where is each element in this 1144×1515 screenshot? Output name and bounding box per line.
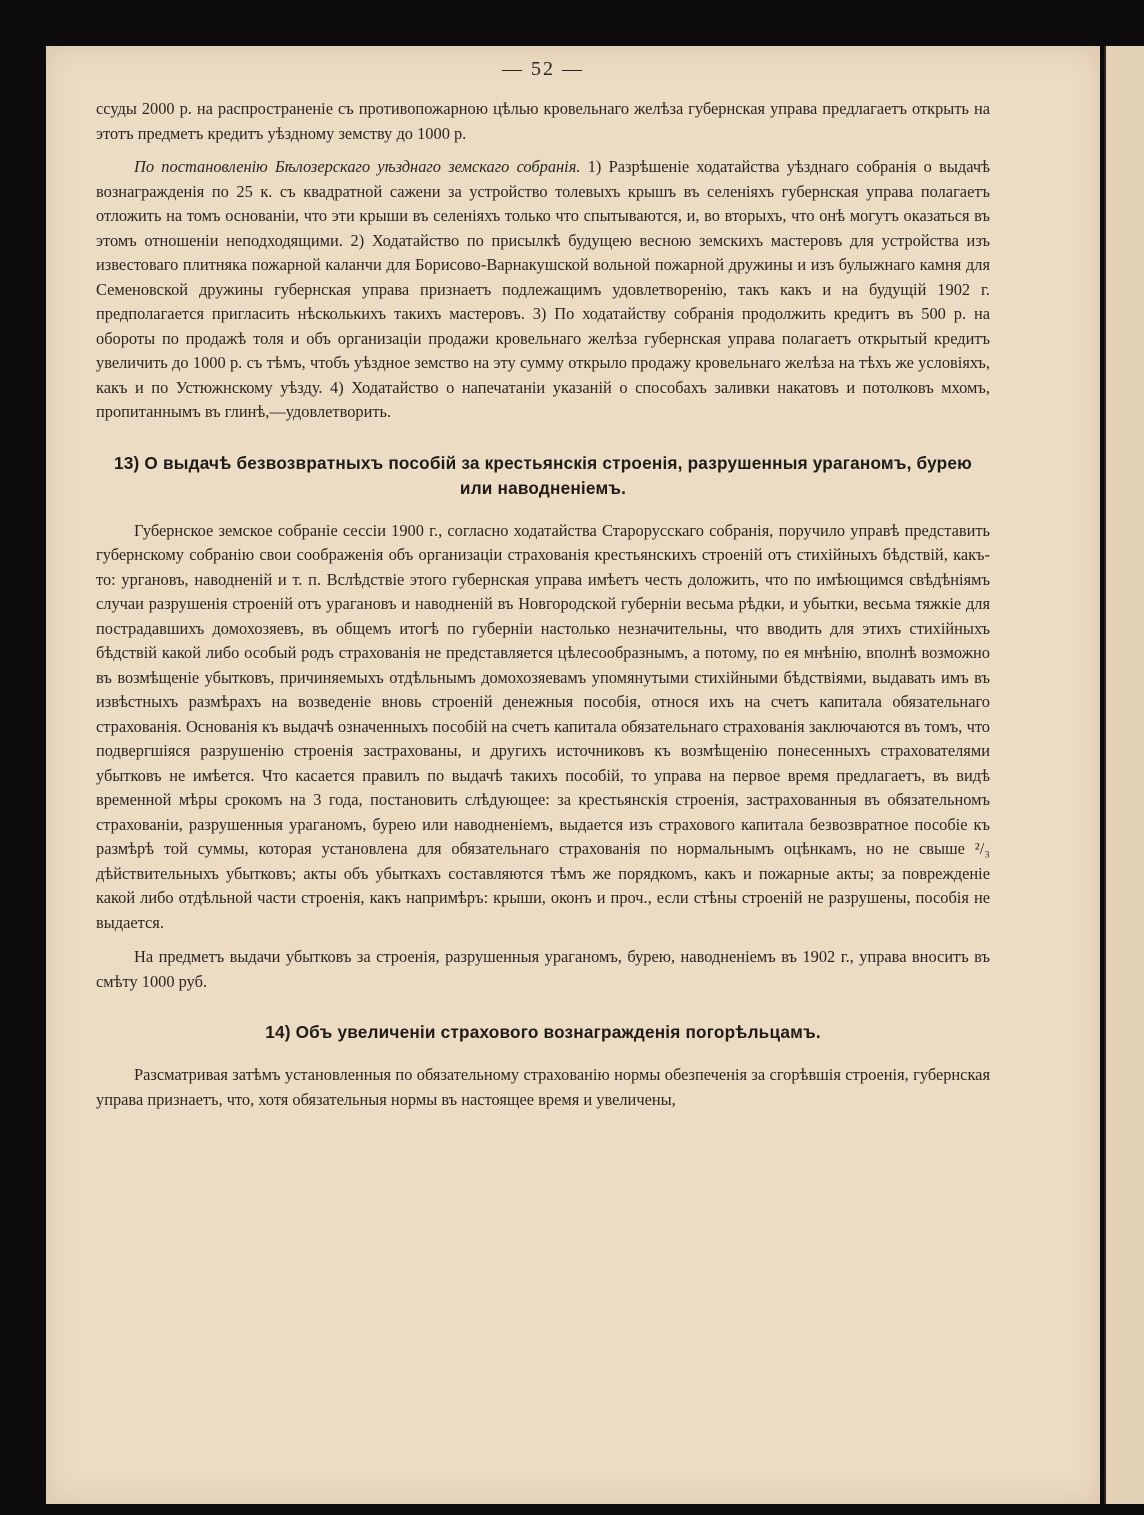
page-content: [96, 58, 990, 1112]
section-heading-14: 14) Объ увеличеніи страхового вознагражденія погорѣльцамъ.: [265, 1022, 821, 1042]
section-heading-13: [96, 451, 990, 501]
adjacent-page-edge: [1104, 46, 1144, 1504]
belozersk-text: 1) Разрѣшеніе ходатайства уѣзднаго собранія о выдачѣ вознагражденія по 25 к. съ квадратной сажени за устройство толевыхъ крышъ въ селеніяхъ губернская управа полагаетъ отложить на томъ основаніи, что эти крыши въ селеніяхъ только что спытываются, и, во вторыхъ, что онѣ могутъ оказаться въ этомъ отношеніи неподходящими. 2) Ходатайство по присылкѣ будущею весною земскихъ мастеровъ для устройства изъ известоваго плитняка пожарной каланчи для Борисово-Варнакушской вольной пожарной дружины и изъ булыжнаго камня для Семеновской дружины губернская управа признаетъ подлежащимъ удовлетворенію, такъ какъ и на будущій 1902 г. предполагается пригласить нѣсколькихъ такихъ мастеровъ. 3) По ходатайству собранія продолжить кредитъ въ 500 р. на обороты по продажѣ толя и объ организаціи продажи кровельнаго желѣза губернская управа полагаетъ открытый кредитъ увеличить до 1000 р. съ тѣмъ, чтобъ уѣздное земство на эту сумму открыло продажу кровельнаго желѣза на тѣхъ же условіяхъ, какъ и по Устюжнскому уѣзду. 4) Ходатайство о напечатаніи указаній о способахъ заливки накатовъ и потолковъ мхомъ, пропитаннымъ въ глинѣ,—удовлетворить.: [96, 157, 990, 421]
heading-13-line2: или наводненіемъ.: [459, 477, 627, 498]
paragraph-intro: ссуды 2000 р. на распространеніе съ противопожарною цѣлью кровельнаго желѣза губернская управа предлагаетъ открыть на этотъ предметъ кредитъ уѣздному земству до 1000 р.: [96, 99, 990, 143]
paragraph-14: Разсматривая затѣмъ установленныя по обязательному страхованію нормы обезпеченія за сгорѣвшія строенія, губернская управа признаетъ, что, хотя обязательныя нормы въ настоящее время и увеличены,: [96, 1065, 990, 1109]
belozersk-lead: По постановленію Бѣлозерскаго уѣзднаго земскаго собранія.: [134, 157, 581, 176]
paragraph-belozersk: [96, 155, 990, 425]
paragraph-13-main: Губернское земское собраніе сессіи 1900 г., согласно ходатайства Старорусскаго собранія, поручило управѣ представить губернскому собранію свои соображенія объ организаціи страхованія крестьянскихъ строеній отъ стихійныхъ бѣдствій, какъ-то: ургановъ, наводненій и т. п. Вслѣдствіе этого губернская управа имѣетъ честь доложить, что по имѣющимся свѣдѣніямъ случаи разрушенія строеній отъ урагановъ и наводненій въ Новгородской губерніи весьма рѣдки, и убытки, весьма тяжкіе для пострадавшихъ домохозяевъ, въ общемъ итогѣ по губерніи настолько незначительны, что вводить для этихъ стихійныхъ бѣдствій какой либо особый родъ страхованія не представляется цѣлесообразнымъ, а потому, по ея мнѣнію, вполнѣ возможно въ возмѣщеніе убытковъ, причиняемыхъ отдѣльнымъ домохозяевамъ упомянутыми стихійными бѣдствіями, выдавать имъ въ извѣстныхъ размѣрахъ на возведеніе вновь строеній денежныя пособія, относя ихъ на счетъ капитала обязательнаго страхованія. Основанія къ выдачѣ означенныхъ пособій на счетъ капитала обязательнаго страхованія заключаются въ томъ, что подвергшіяся разрушенію строенія застрахованы, и другихъ источниковъ къ возмѣщенію понесенныхъ страхователями убытковъ не имѣется. Что касается правилъ по выдачѣ такихъ пособій, то управа на первое время предлагаетъ, въ видѣ временной мѣры срокомъ на 3 года, постановить слѣдующее: за крестьянскія строенія, застрахованныя въ обязательномъ страхованіи, разрушенныя ураганомъ, бурею или наводненіемъ, выдается изъ страхового капитала безвозвратное пособіе къ размѣрѣ той суммы, которая установлена для обязательнаго страхованія по нормальнымъ оцѣнкамъ, но не свыше ²/₃ дѣйствительныхъ убытковъ; акты объ убыткахъ составляются тѣмъ же порядкомъ, какъ и пожарные акты; за поврежденіе какой либо отдѣльной части строенія, какъ напримѣръ: крыши, оконъ и проч., если стѣны строеній не разрушены, пособія не выдается.: [96, 520, 990, 932]
heading-13-line1: 13) О выдачѣ безвозвратныхъ пособій за крестьянскія строенія, разрушенныя ураганомъ, бурею: [114, 452, 972, 473]
paragraph-13-budget: На предметъ выдачи убытковъ за строенія, разрушенныя ураганомъ, бурею, наводненіемъ въ 1902 г., управа вноситъ въ смѣту 1000 руб.: [96, 947, 990, 991]
page-number: — 52 —: [502, 58, 584, 80]
